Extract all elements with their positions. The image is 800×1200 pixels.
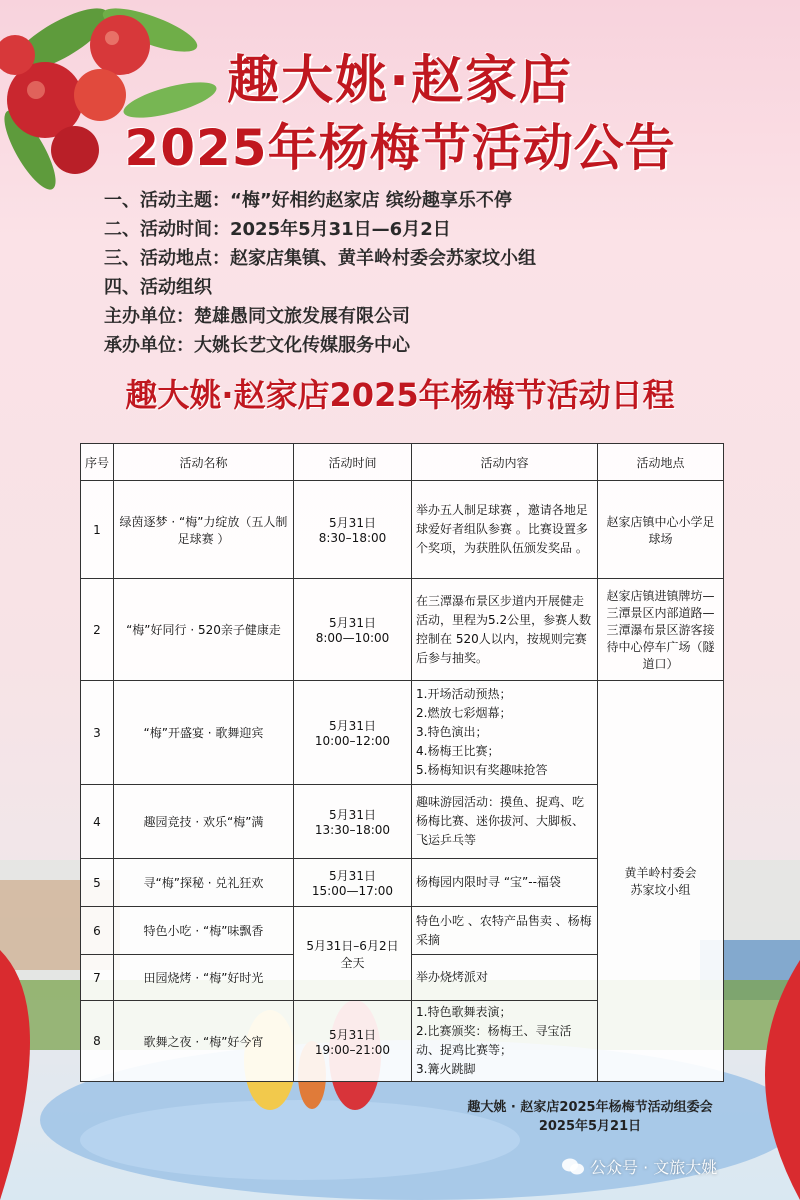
header-name: 活动名称 [114,444,294,481]
row-name: 寻“梅”探秘 · 兑礼狂欢 [114,859,294,907]
row-name: “梅”好同行 · 520亲子健康走 [114,579,294,681]
row-name: “梅”开盛宴 · 歌舞迎宾 [114,681,294,785]
row-content: 1.开场活动预热； 2.燃放七彩烟幕； 3.特色演出； 4.杨梅王比赛； 5.杨梅知识有奖趣味抢答 [412,681,598,785]
row-content: 举办烧烤派对 [412,955,598,1001]
header-content: 活动内容 [412,444,598,481]
row-no: 6 [81,907,114,955]
header-place: 活动地点 [598,444,724,481]
schedule-title: 趣大姚·赵家店2025年杨梅节活动日程 [125,376,675,414]
info-time: 二、活动时间：2025年5月31日—6月2日 [104,219,451,240]
row-no: 2 [81,579,114,681]
announcement-info [104,186,744,360]
row-place: 赵家店镇中心小学足球场 [598,481,724,579]
footer-signature [380,1098,800,1136]
info-organization: 四、活动组织 [104,277,212,298]
wechat-icon [562,1158,584,1176]
row-place: 赵家店镇进镇牌坊—三潭景区内部道路—三潭瀑布景区游客接待中心停车广场（隧道口） [598,579,724,681]
info-theme: 一、活动主题：“梅”好相约赵家店 缤纷趣享乐不停 [104,190,512,211]
info-host: 主办单位：楚雄愚同文旅发展有限公司 [104,306,410,327]
row-time: 5月31日 13:30–18:00 [294,785,412,859]
row-time: 5月31日 8:00—10:00 [294,579,412,681]
row-no: 8 [81,1001,114,1082]
row-no: 5 [81,859,114,907]
row-name: 趣园竞技 · 欢乐“梅”满 [114,785,294,859]
row-no: 3 [81,681,114,785]
watermark-text: 公众号 · 文旅大姚 [590,1158,718,1177]
footer-org: 趣大姚 · 赵家店2025年杨梅节活动组委会 [467,1100,713,1115]
row-content: 在三潭瀑布景区步道内开展健走活动，里程为5.2公里，参赛人数控制在 520人以内，按规则完赛后参与抽奖。 [412,579,598,681]
poster-title-line2: 2025年杨梅节活动公告 [124,119,676,177]
row-content: 举办五人制足球赛 ，邀请各地足球爱好者组队参赛 。比赛设置多个奖项，为获胜队伍颁发奖品 。 [412,481,598,579]
table-row [81,681,724,785]
row-name: 田园烧烤 · “梅”好时光 [114,955,294,1001]
row-name: 歌舞之夜 · “梅”好今宵 [114,1001,294,1082]
table-header-row [81,444,724,481]
footer-date: 2025年5月21日 [538,1119,642,1134]
row-content: 趣味游园活动：摸鱼、捉鸡、吃杨梅比赛、迷你拔河、大脚板、飞运乒乓等 [412,785,598,859]
row-time: 5月31日 19:00–21:00 [294,1001,412,1082]
poster-title-line1: 趣大姚·赵家店 [227,51,573,111]
row-content: 杨梅园内限时寻 “宝”--福袋 [412,859,598,907]
row-no: 7 [81,955,114,1001]
merged-time-cell: 5月31日–6月2日 全天 [294,907,412,1001]
schedule-table [80,443,724,1082]
row-no: 4 [81,785,114,859]
row-name: 绿茵逐梦 · “梅”力绽放（五人制足球赛 ） [114,481,294,579]
row-time: 5月31日 10:00–12:00 [294,681,412,785]
table-row [81,481,724,579]
row-time: 5月31日 8:30–18:00 [294,481,412,579]
info-organizer: 承办单位：大姚长艺文化传媒服务中心 [104,335,410,356]
header-no: 序号 [81,444,114,481]
wechat-watermark [562,1155,717,1178]
row-time: 5月31日 15:00—17:00 [294,859,412,907]
merged-place-cell: 黄羊岭村委会 苏家坟小组 [598,681,724,1082]
row-no: 1 [81,481,114,579]
info-location: 三、活动地点：赵家店集镇、黄羊岭村委会苏家坟小组 [104,248,536,269]
row-name: 特色小吃 · “梅”味飘香 [114,907,294,955]
header-time: 活动时间 [294,444,412,481]
row-content: 1.特色歌舞表演； 2.比赛颁奖：杨梅王、寻宝活动、捉鸡比赛等； 3.篝火跳脚 [412,1001,598,1082]
row-content: 特色小吃 、农特产品售卖 、杨梅采摘 [412,907,598,955]
table-row [81,579,724,681]
